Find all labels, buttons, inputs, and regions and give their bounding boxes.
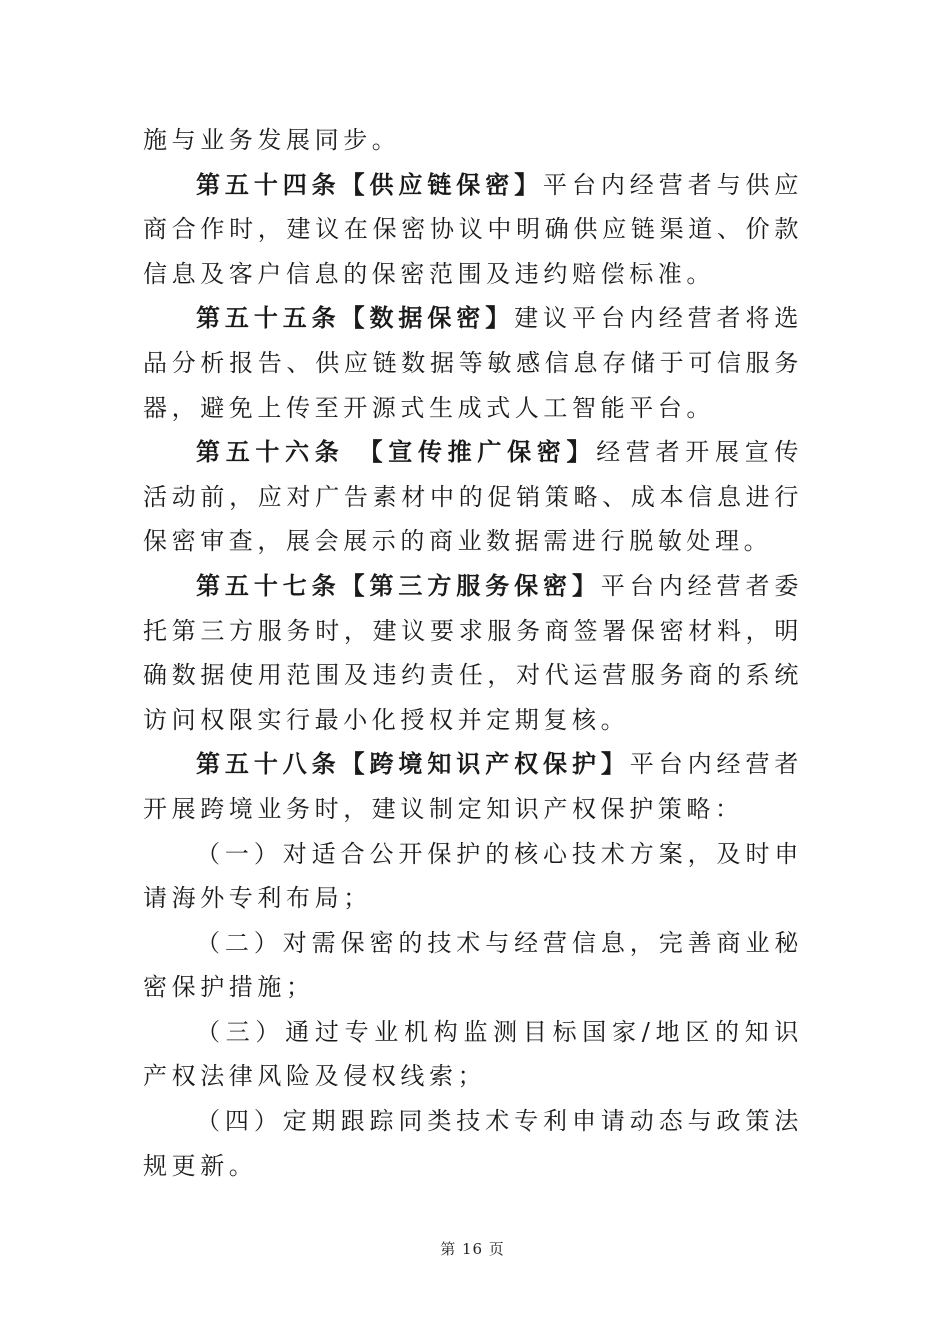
document-body [143,118,803,1188]
list-item-text: （一）对适合公开保护的核心技术方案，及时申请海外专利布局； [143,839,803,913]
article-58 [143,742,803,831]
list-item-1 [143,832,803,921]
article-heading: 第五十八条【跨境知识产权保护】 [196,750,630,779]
list-item-3 [143,1010,803,1099]
article-text: 平台内经营者委托第三方服务时，建议要求服务商签署保密材料，明确数据使用范围及违约责任，对代运营服务商的系统访问权限实行最小化授权并定期复核。 [143,571,803,734]
article-56 [143,430,803,564]
list-item-2 [143,921,803,1010]
list-item-text: （二）对需保密的技术与经营信息，完善商业秘密保护措施； [143,928,803,1002]
article-text: 经营者开展宣传活动前，应对广告素材中的促销策略、成本信息进行保密审查，展会展示的商业数据需进行脱敏处理。 [143,438,803,556]
article-57 [143,564,803,742]
page-number: 第 16 页 [440,1240,505,1258]
article-heading: 第五十七条【第三方服务保密】 [196,571,601,600]
article-heading: 第五十六条 【宣传推广保密】 [196,438,597,467]
list-item-4 [143,1099,803,1188]
paragraph-continuation [143,118,803,163]
article-text: 平台内经营者与供应商合作时，建议在保密协议中明确供应链渠道、价款信息及客户信息的保密范围及违约赔偿标准。 [143,170,804,288]
article-text: 平台内经营者开展跨境业务时，建议制定知识产权保护策略： [143,750,803,823]
article-text: 建议平台内经营者将选品分析报告、供应链数据等敏感信息存储于可信服务器，避免上传至开源式生成式人工智能平台。 [143,304,804,422]
list-item-text: （四）定期跟踪同类技术专利申请动态与政策法规更新。 [143,1107,803,1180]
article-heading: 第五十五条【数据保密】 [196,304,515,333]
list-item-text: （三）通过专业机构监测目标国家/地区的知识产权法律风险及侵权线索； [143,1017,803,1091]
paragraph-text: 施与业务发展同步。 [143,126,401,154]
article-heading: 第五十四条【供应链保密】 [196,170,544,199]
article-55 [143,296,803,430]
article-54 [143,163,803,297]
